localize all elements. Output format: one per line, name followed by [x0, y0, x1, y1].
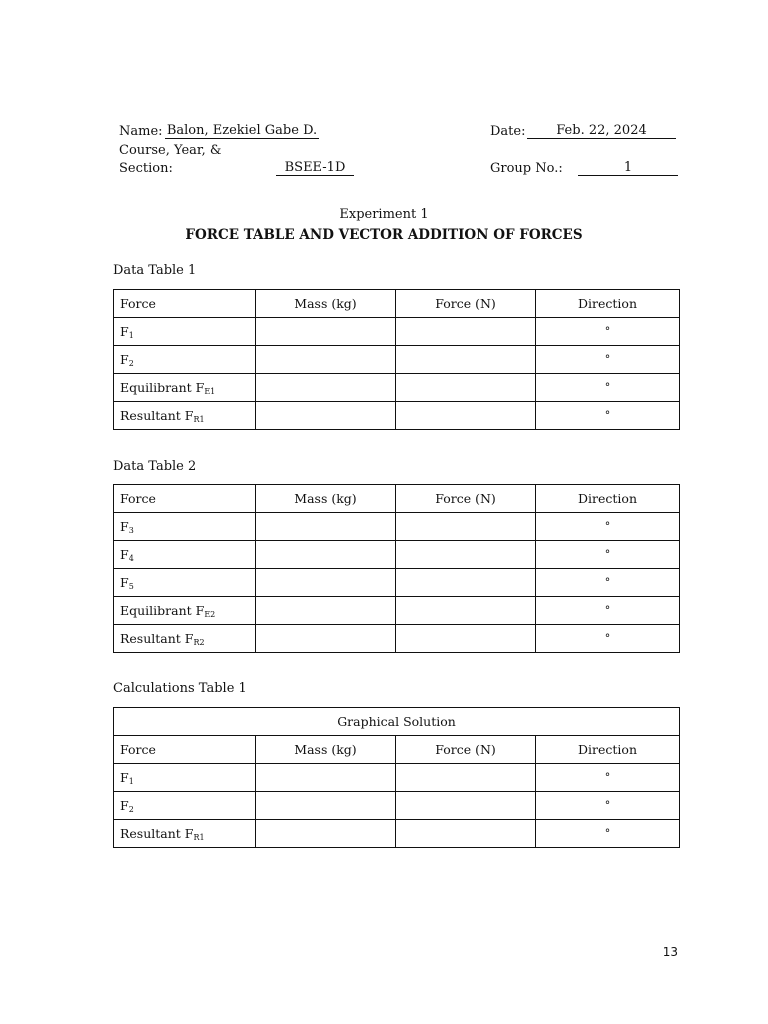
force-n-cell	[396, 625, 536, 653]
column-header: Direction	[536, 290, 680, 318]
force-subscript: 3	[128, 525, 134, 535]
force-cell	[114, 820, 256, 848]
force-subscript: R1	[193, 414, 205, 424]
mass-cell	[256, 402, 396, 430]
force-subscript: R1	[193, 832, 205, 842]
mass-cell	[256, 513, 396, 541]
force-n-cell	[396, 820, 536, 848]
direction-cell	[536, 625, 680, 653]
mass-cell	[256, 792, 396, 820]
force-cell	[114, 541, 256, 569]
force-label: F	[120, 518, 129, 534]
table-row	[114, 569, 680, 597]
force-cell	[114, 346, 256, 374]
force-cell	[114, 318, 256, 346]
group-label: Group No.:	[490, 161, 563, 176]
data-table-1	[113, 289, 680, 430]
degree-symbol: °	[604, 324, 611, 338]
date-field: Feb. 22, 2024	[527, 124, 676, 139]
column-header: Force (N)	[396, 290, 536, 318]
experiment-number: Experiment 1	[339, 207, 429, 222]
column-header: Force	[114, 290, 256, 318]
column-header: Direction	[536, 485, 680, 513]
table-row	[114, 625, 680, 653]
direction-cell	[536, 764, 680, 792]
direction-cell	[536, 597, 680, 625]
force-subscript: 1	[128, 776, 134, 786]
force-label: F	[120, 323, 129, 339]
section-label: Section:	[119, 161, 173, 176]
force-n-cell	[396, 597, 536, 625]
column-header: Mass (kg)	[256, 736, 396, 764]
force-n-cell	[396, 541, 536, 569]
column-header-row	[114, 290, 680, 318]
table-row	[114, 318, 680, 346]
degree-symbol: °	[604, 770, 611, 784]
force-subscript: 4	[128, 553, 134, 563]
column-header: Mass (kg)	[256, 485, 396, 513]
force-n-cell	[396, 764, 536, 792]
group-field: 1	[578, 161, 678, 176]
direction-cell	[536, 820, 680, 848]
force-n-cell	[396, 374, 536, 402]
force-label: F	[120, 797, 129, 813]
mass-cell	[256, 374, 396, 402]
degree-symbol: °	[604, 631, 611, 645]
direction-cell	[536, 346, 680, 374]
force-n-cell	[396, 513, 536, 541]
data-table-2-caption: Data Table 2	[113, 459, 197, 474]
force-n-cell	[396, 346, 536, 374]
force-label: Resultant F	[120, 630, 194, 646]
name-field: Balon, Ezekiel Gabe D.	[166, 123, 318, 138]
force-cell	[114, 792, 256, 820]
degree-symbol: °	[604, 575, 611, 589]
column-header: Direction	[536, 736, 680, 764]
degree-symbol: °	[604, 826, 611, 840]
mass-cell	[256, 346, 396, 374]
direction-cell	[536, 569, 680, 597]
data-table-2	[113, 484, 680, 653]
degree-symbol: °	[604, 408, 611, 422]
calc-table-1	[113, 707, 680, 848]
calc-table-1-caption: Calculations Table 1	[113, 681, 247, 696]
force-cell	[114, 513, 256, 541]
table-row	[114, 764, 680, 792]
degree-symbol: °	[604, 380, 611, 394]
degree-symbol: °	[604, 798, 611, 812]
degree-symbol: °	[604, 352, 611, 366]
date-label: Date:	[490, 124, 526, 139]
degree-symbol: °	[604, 603, 611, 617]
mass-cell	[256, 820, 396, 848]
column-header-row	[114, 736, 680, 764]
mass-cell	[256, 597, 396, 625]
column-header: Force (N)	[396, 485, 536, 513]
force-cell	[114, 402, 256, 430]
force-label: F	[120, 574, 129, 590]
direction-cell	[536, 402, 680, 430]
mass-cell	[256, 625, 396, 653]
course-label: Course, Year, &	[119, 143, 222, 158]
degree-symbol: °	[604, 547, 611, 561]
experiment-title: FORCE TABLE AND VECTOR ADDITION OF FORCES	[185, 227, 583, 243]
column-header: Force (N)	[396, 736, 536, 764]
force-subscript: 1	[128, 330, 134, 340]
graphical-solution-header: Graphical Solution	[114, 708, 680, 736]
direction-cell	[536, 374, 680, 402]
mass-cell	[256, 318, 396, 346]
force-label: F	[120, 546, 129, 562]
force-cell	[114, 764, 256, 792]
force-n-cell	[396, 318, 536, 346]
graphical-solution-row	[114, 708, 680, 736]
column-header: Force	[114, 736, 256, 764]
force-subscript: R2	[193, 637, 205, 647]
course-field: BSEE-1D	[276, 161, 354, 176]
direction-cell	[536, 792, 680, 820]
force-n-cell	[396, 402, 536, 430]
column-header-row	[114, 485, 680, 513]
force-label: Equilibrant F	[120, 379, 205, 395]
direction-cell	[536, 541, 680, 569]
table-row	[114, 402, 680, 430]
force-cell	[114, 597, 256, 625]
force-subscript: 5	[128, 581, 134, 591]
column-header: Mass (kg)	[256, 290, 396, 318]
direction-cell	[536, 318, 680, 346]
name-label: Name:	[119, 124, 163, 139]
table-row	[114, 820, 680, 848]
force-cell	[114, 625, 256, 653]
force-n-cell	[396, 792, 536, 820]
table-row	[114, 541, 680, 569]
table-row	[114, 597, 680, 625]
force-subscript: 2	[128, 358, 134, 368]
table-row	[114, 792, 680, 820]
force-subscript: E1	[204, 386, 216, 396]
force-label: Equilibrant F	[120, 602, 205, 618]
table-row	[114, 513, 680, 541]
force-cell	[114, 374, 256, 402]
column-header: Force	[114, 485, 256, 513]
table-row	[114, 346, 680, 374]
force-subscript: 2	[128, 804, 134, 814]
data-table-1-caption: Data Table 1	[113, 263, 197, 278]
force-label: F	[120, 769, 129, 785]
force-label: Resultant F	[120, 825, 194, 841]
force-n-cell	[396, 569, 536, 597]
force-subscript: E2	[204, 609, 216, 619]
degree-symbol: °	[604, 519, 611, 533]
mass-cell	[256, 541, 396, 569]
force-cell	[114, 569, 256, 597]
page-number: 13	[662, 945, 678, 959]
mass-cell	[256, 764, 396, 792]
force-label: Resultant F	[120, 407, 194, 423]
direction-cell	[536, 513, 680, 541]
force-label: F	[120, 351, 129, 367]
table-row	[114, 374, 680, 402]
mass-cell	[256, 569, 396, 597]
